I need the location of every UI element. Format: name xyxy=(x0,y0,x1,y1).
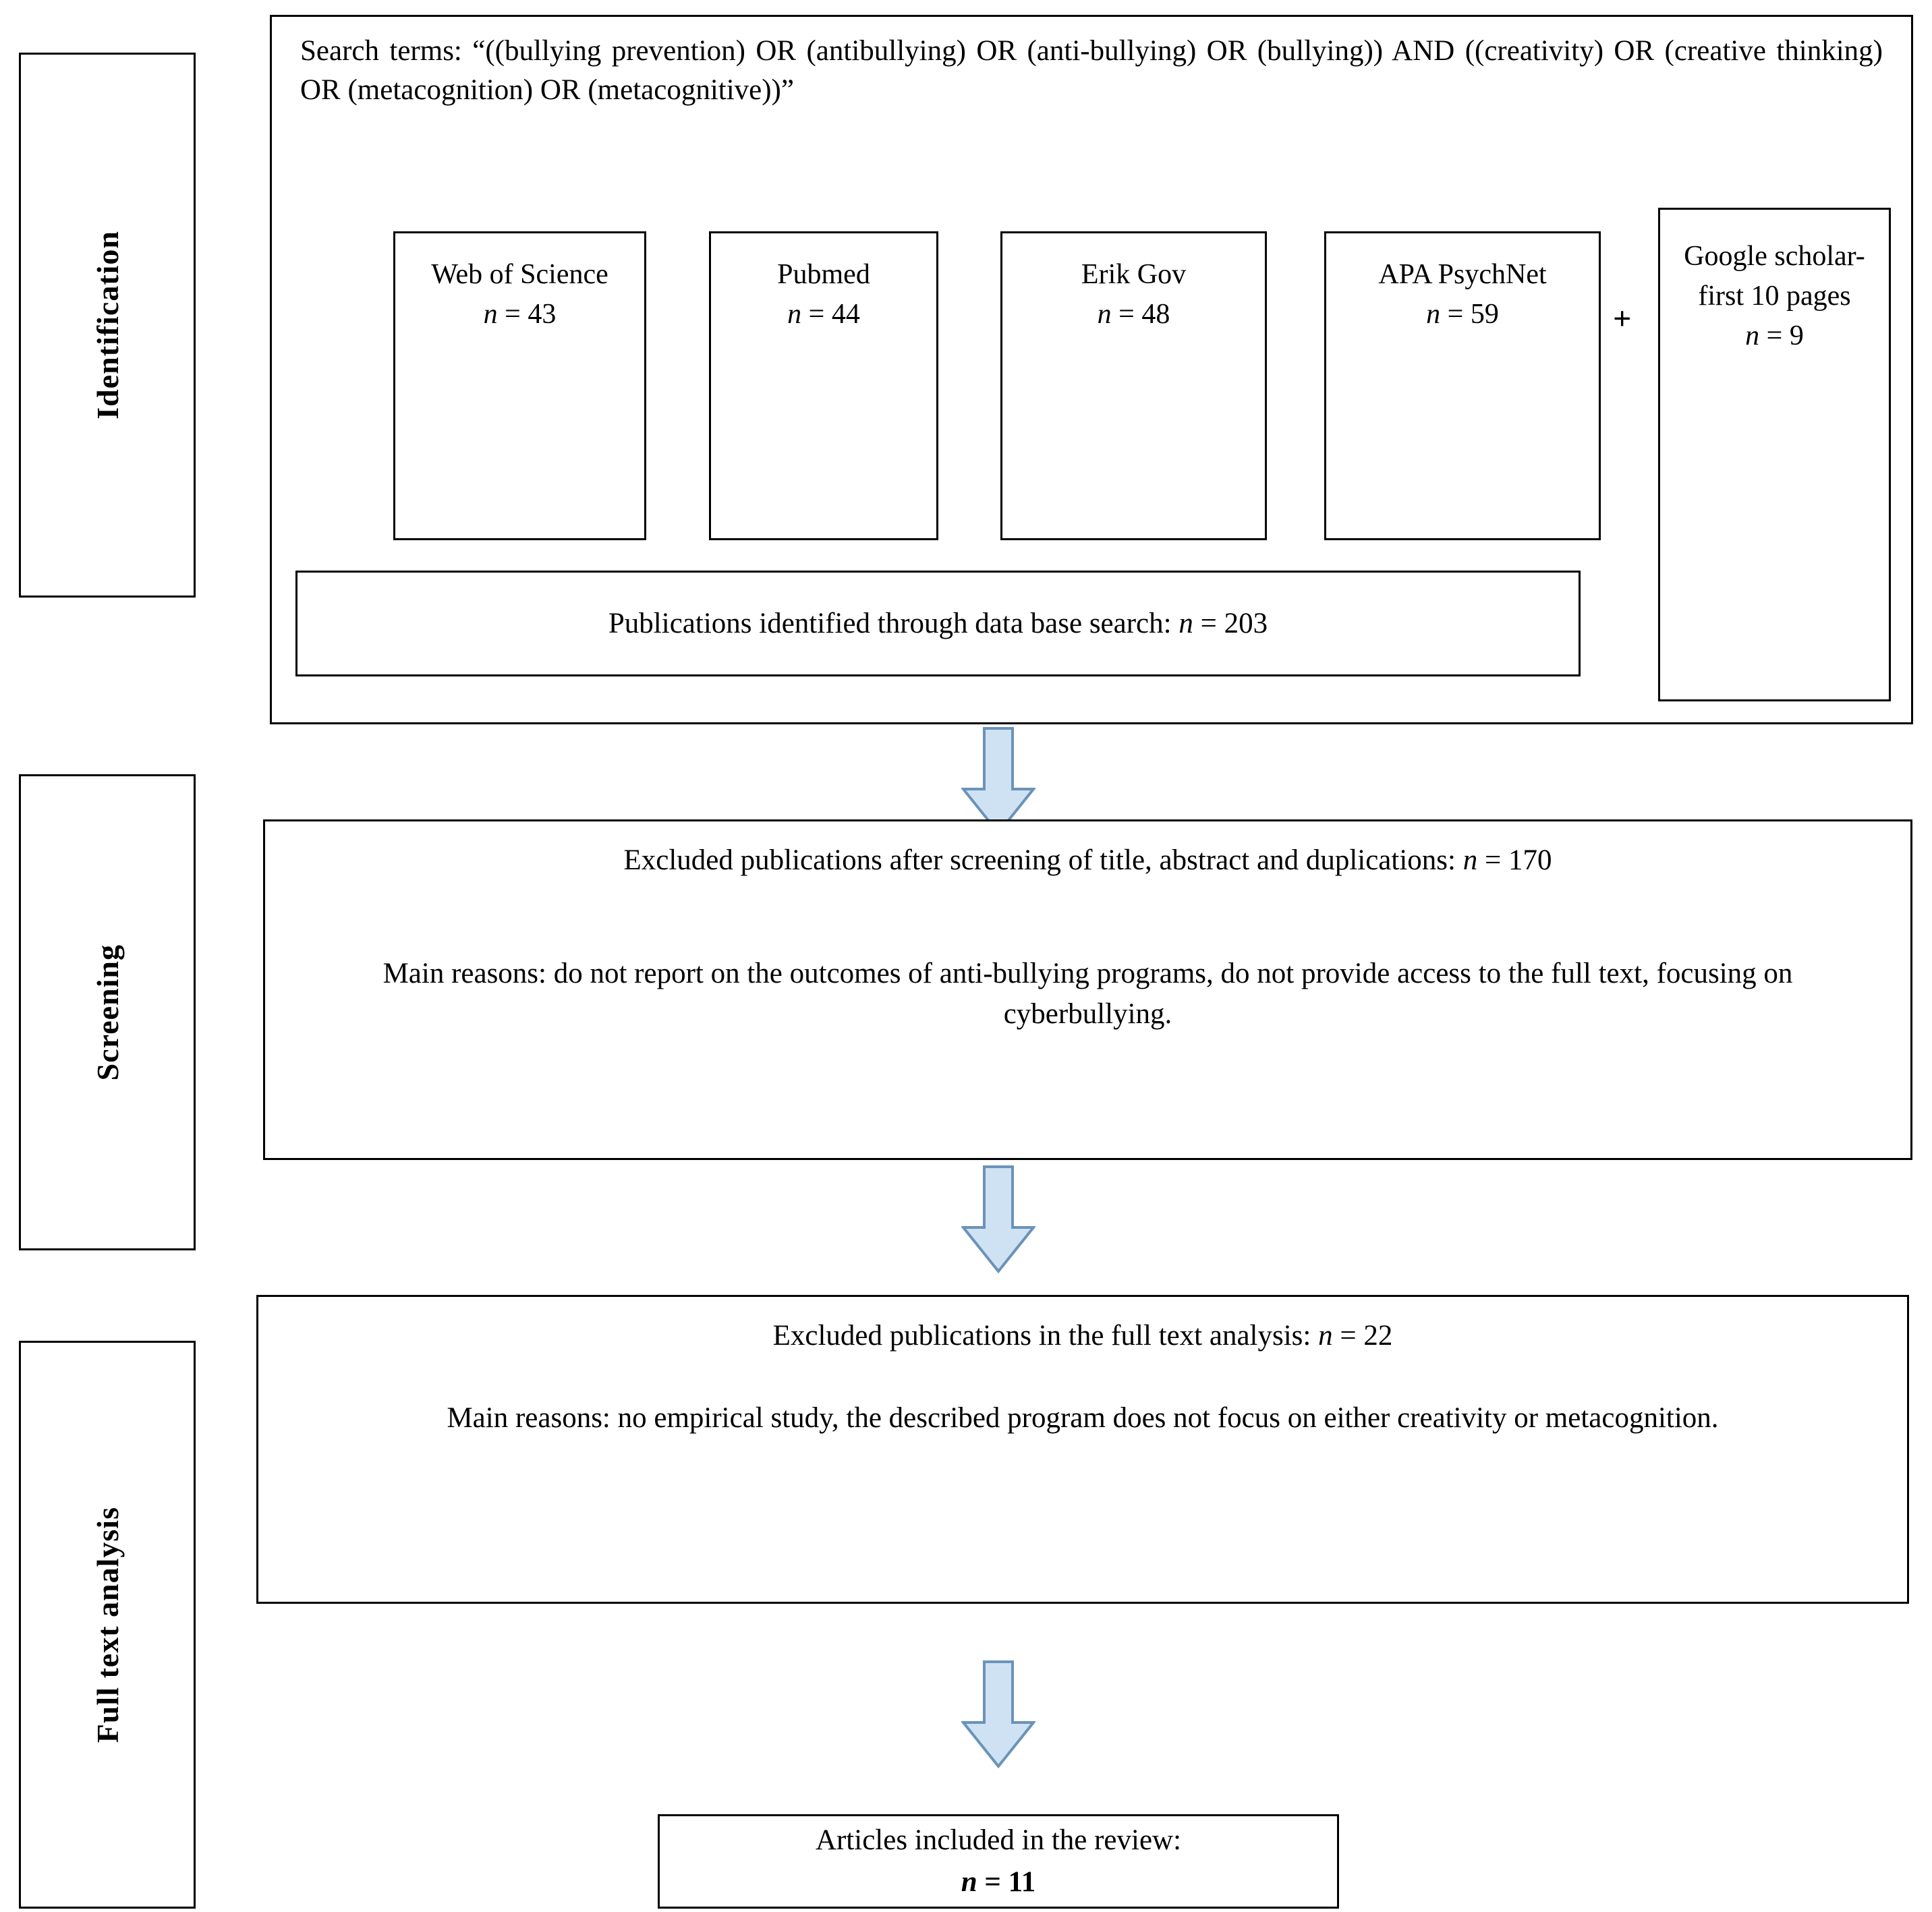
down-arrow-icon xyxy=(961,1165,1035,1273)
articles-included-count: n = 11 xyxy=(961,1866,1036,1898)
publications-identified-text: Publications identified through data base search: n = 203 xyxy=(608,608,1268,639)
db-name: Pubmed xyxy=(777,259,870,290)
db-name: Web of Science xyxy=(431,259,608,290)
screening-reasons-text: Main reasons: do not report on the outcomes of anti-bullying programs, do not provide access to the full text, focusing on cyberbullying. xyxy=(382,958,1793,1031)
publications-identified-box xyxy=(295,571,1581,676)
screening-panel xyxy=(263,819,1912,1160)
db-count: n = 59 xyxy=(1426,298,1499,330)
stage-label-full-text-analysis: Full text analysis xyxy=(90,1506,125,1743)
full-text-reasons-text: Main reasons: no empirical study, the described program does not focus on either creativity or metacognition. xyxy=(447,1402,1719,1435)
db-name: Erik Gov xyxy=(1081,259,1187,290)
stage-box-full-text-analysis xyxy=(19,1341,196,1909)
full-text-excluded-text: Excluded publications in the full text analysis: n = 22 xyxy=(772,1320,1393,1352)
db-name: APA PsychNet xyxy=(1378,259,1547,290)
articles-included-box xyxy=(658,1814,1339,1909)
search-terms-text: Search terms: “((bullying prevention) OR (antibullying) OR (anti-bullying) OR (bullying)) AND ((creativity) OR (creative thinking) OR (metacognition) OR (metacognitive))” xyxy=(300,35,1883,107)
db-count: n = 9 xyxy=(1745,320,1804,351)
stage-box-screening xyxy=(19,774,196,1250)
db-count: n = 43 xyxy=(483,298,557,330)
db-box-pubmed xyxy=(709,231,938,540)
identification-panel xyxy=(270,15,1913,724)
db-box-erik-gov xyxy=(1000,231,1267,540)
articles-included-line1: Articles included in the review: xyxy=(815,1824,1182,1856)
db-box-google-scholar xyxy=(1658,208,1891,701)
stage-label-screening: Screening xyxy=(90,944,125,1081)
db-count: n = 48 xyxy=(1097,298,1170,330)
db-count: n = 44 xyxy=(787,298,860,330)
db-name: Google scholar- first 10 pages xyxy=(1684,241,1865,312)
db-box-web-of-science xyxy=(393,231,646,540)
stage-label-identification: Identification xyxy=(90,231,125,419)
db-box-apa-psychnet xyxy=(1324,231,1601,540)
down-arrow-icon xyxy=(961,727,1035,835)
screening-excluded-text: Excluded publications after screening of title, abstract and duplications: n = 170 xyxy=(623,844,1552,876)
stage-box-identification xyxy=(19,53,196,598)
full-text-panel xyxy=(256,1295,1909,1604)
down-arrow-icon xyxy=(961,1660,1035,1768)
plus-sign: + xyxy=(1613,301,1632,337)
